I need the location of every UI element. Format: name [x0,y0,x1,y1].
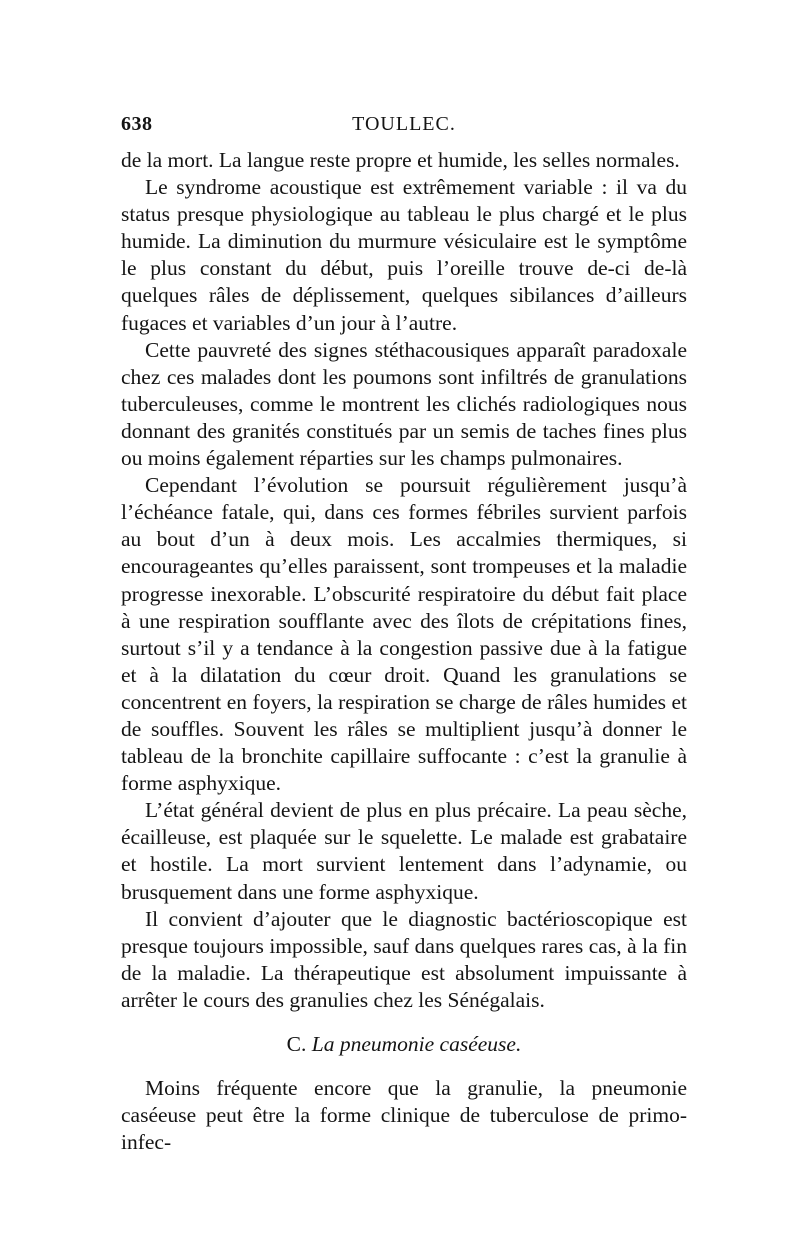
paragraph-continuation: de la mort. La langue reste propre et humide, les selles normales. [121,148,680,172]
paragraph-evolution: Cependant l’évolution se poursuit régulièrement jusqu’à l’échéance fatale, qui, dans ces formes fébriles survient parfois au bout d’un à deux mois. Les accalmies thermiques, si encourageantes qu’elles paraissent, sont trompeuses et la maladie progresse inexorable. L’obscurité respiratoire du début fait place à une respiration soufflante avec des îlots de crépitations fines, surtout s’il y a tendance à la congestion passive due à la fatigue et à la dilatation du cœur droit. Quand les granulations se concentrent en foyers, la respiration se charge de râles humides et de souffles. Souvent les râles se multiplient jusqu’à donner le tableau de la bronchite capillaire suffocante : c’est la granulie à forme asphyxique. [121,473,687,796]
paragraph-caseous-pneumonia: Moins fréquente encore que la granulie, la pneumonie caséeuse peut être la forme clinique de tuberculose de primo-infec- [121,1076,687,1155]
paragraph-general-state: L’état général devient de plus en plus précaire. La peau sèche, écailleuse, est plaquée sur le squelette. Le malade est grabataire et hostile. La mort survient lentement dans l’adynamie, ou brusquement dans une forme asphyxique. [121,798,687,904]
running-title: TOULLEC. [352,113,456,135]
page-number: 638 [121,113,153,135]
paragraph-stethacoustic-signs: Cette pauvreté des signes stéthacousiques apparaît paradoxale chez ces malades dont les poumons sont infiltrés de granulations tuberculeuses, comme le montrent les clichés radiologiques nous donnant des granités constitués par un semis de taches fines plus ou moins également réparties sur les champs pulmonaires. [121,337,687,471]
paragraph-acoustic-syndrome: Le syndrome acoustique est extrêmement variable : il va du status presque physiologique au tableau le plus chargé et le plus humide. La diminution du murmure vésiculaire est le symptôme le plus constant du début, puis l’oreille trouve de-ci de-là quelques râles de déplissement, quelques sibilances d’ailleurs fugaces et variables d’un jour à l’autre. [121,175,687,335]
paragraph-diagnosis: Il convient d’ajouter que le diagnostic bactérioscopique est presque toujours impossible, sauf dans quelques rares cas, à la fin de la maladie. La thérapeutique est absolument impuissante à arrêter le cours des granulies chez les Sénégalais. [121,906,687,1012]
section-letter: C. [286,1032,307,1056]
page-header [121,113,687,147]
book-page [121,113,687,1156]
section-heading [121,1031,687,1058]
section-title: La pneumonie caséeuse. [311,1032,522,1056]
